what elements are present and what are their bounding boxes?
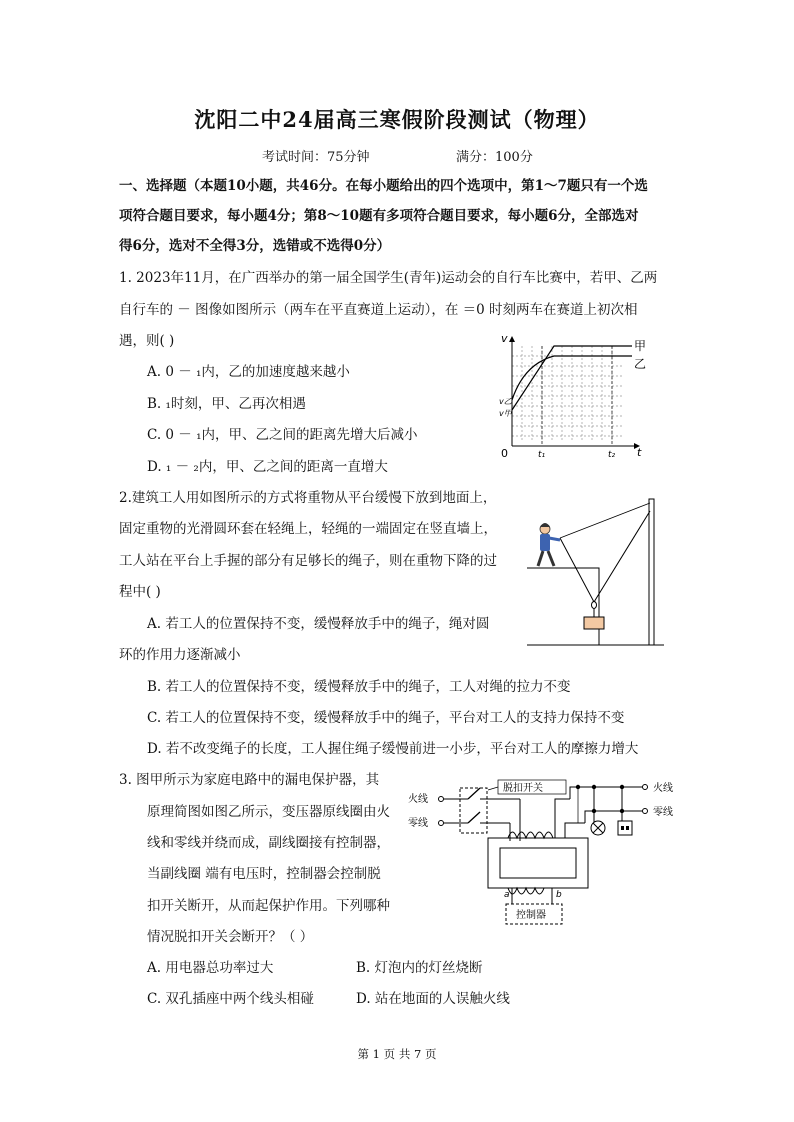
q3-option-a[interactable]: A. 用电器总功率过大 [147,960,274,976]
q1-label-yi: 乙 [634,357,647,371]
q1-stem-line-1: 1. 2023年11月，在广西举办的第一届全国学生(青年)运动会的自行车比赛中，若甲、乙两 [119,270,658,286]
q1-tick-t1: t₁ [538,450,546,460]
exam-time: 考试时间：75分钟 [262,150,370,165]
q1-option-d[interactable]: D. ₁ － ₂内，甲、乙之间的距离一直增大 [147,459,388,475]
q3-neutral-left: 零线 [408,818,428,829]
q3-circuit-figure [400,776,686,928]
q3-controller: 控制器 [516,910,546,921]
q2-option-d[interactable]: D. 若不改变绳子的长度，工人握住绳子缓慢前进一小步，平台对工人的摩擦力增大 [147,741,639,757]
q2-option-b[interactable]: B. 若工人的位置保持不变，缓慢释放手中的绳子，工人对绳的拉力不变 [147,679,571,695]
q2-stem-line-3: 工人站在平台上手握的部分有足够长的绳子，则在重物下降的过 [119,553,497,569]
page-title: 沈阳二中24届高三寒假阶段测试（物理） [194,107,600,132]
q3-switch-label: 脱扣开关 [503,783,543,794]
q3-stem-line-2: 原理简图如图乙所示，变压器原线圈由火 [147,804,390,820]
q2-option-a-line-2[interactable]: 环的作用力逐渐减小 [119,647,241,663]
q3-live-left: 火线 [408,794,428,805]
q3-stem-line-3: 线和零线并绕而成，副线圈接有控制器， [147,835,390,851]
q3-stem-line-1: 3. 图甲所示为家庭电路中的漏电保护器，其 [119,772,380,788]
q3-option-c[interactable]: C. 双孔插座中两个线头相碰 [147,991,314,1007]
section-header-line-2: 项符合题目要求，每小题4分；第8～10题有多项符合题目要求，每小题6分，全部选对 [119,208,639,224]
section-header-line-3: 得6分，选对不全得3分，选错或不选得0分） [119,238,391,254]
q1-option-c[interactable]: C. 0 － ₁内，甲、乙之间的距离先增大后减小 [147,427,418,443]
full-score: 满分：100分 [456,150,533,165]
q2-stem-line-2: 固定重物的光滑圆环套在轻绳上，轻绳的一端固定在竖直墙上， [119,521,497,537]
page-footer: 第 1 页 共 7 页 [357,1047,437,1061]
q2-stem-line-1: 2.建筑工人用如图所示的方式将重物从平台缓慢下放到地面上， [119,490,497,506]
q1-axis-v: v [501,332,508,345]
q3-neutral-right: 零线 [653,807,673,818]
section-header-line-1: 一、选择题（本题10小题，共46分。在每小题给出的四个选项中，第1～7题只有一个选 [119,178,648,194]
q3-stem-line-5: 扣开关断开，从而起保护作用。下列哪种 [147,898,390,914]
q2-stem-line-4: 程中( ) [119,584,161,600]
q3-live-right: 火线 [653,783,673,794]
q3-terminal-a: a [504,890,510,900]
q3-stem-line-4: 当副线圈 端有电压时，控制器会控制脱 [147,866,381,882]
q2-worker-figure [524,495,664,650]
q1-stem-line-3: 遇，则( ) [119,333,175,349]
q1-v-jia: v甲 [499,409,512,418]
q1-label-jia: 甲 [634,339,647,353]
q3-terminal-b: b [556,890,562,900]
q1-origin: 0 [501,447,508,460]
q2-option-c[interactable]: C. 若工人的位置保持不变，缓慢释放手中的绳子，平台对工人的支持力保持不变 [147,710,625,726]
q1-v-yi: v乙 [499,397,512,406]
q1-option-b[interactable]: B. ₁时刻，甲、乙再次相遇 [147,396,306,412]
q2-option-a-line-1[interactable]: A. 若工人的位置保持不变，缓慢释放手中的绳子，绳对圆 [147,616,490,632]
q3-stem-line-6: 情况脱扣开关会断开？（ ） [147,929,314,945]
q3-option-b[interactable]: B. 灯泡内的灯丝烧断 [356,960,483,976]
q1-vt-graph [498,330,648,460]
q1-stem-line-2: 自行车的 － 图像如图所示（两车在平直赛道上运动），在 ＝0 时刻两车在赛道上初次相 [119,302,638,318]
q3-option-d[interactable]: D. 站在地面的人误触火线 [356,991,510,1007]
q1-option-a[interactable]: A. 0 － ₁内，乙的加速度越来越小 [147,364,350,380]
q1-tick-t2: t₂ [608,450,616,460]
q1-axis-t: t [637,446,642,459]
